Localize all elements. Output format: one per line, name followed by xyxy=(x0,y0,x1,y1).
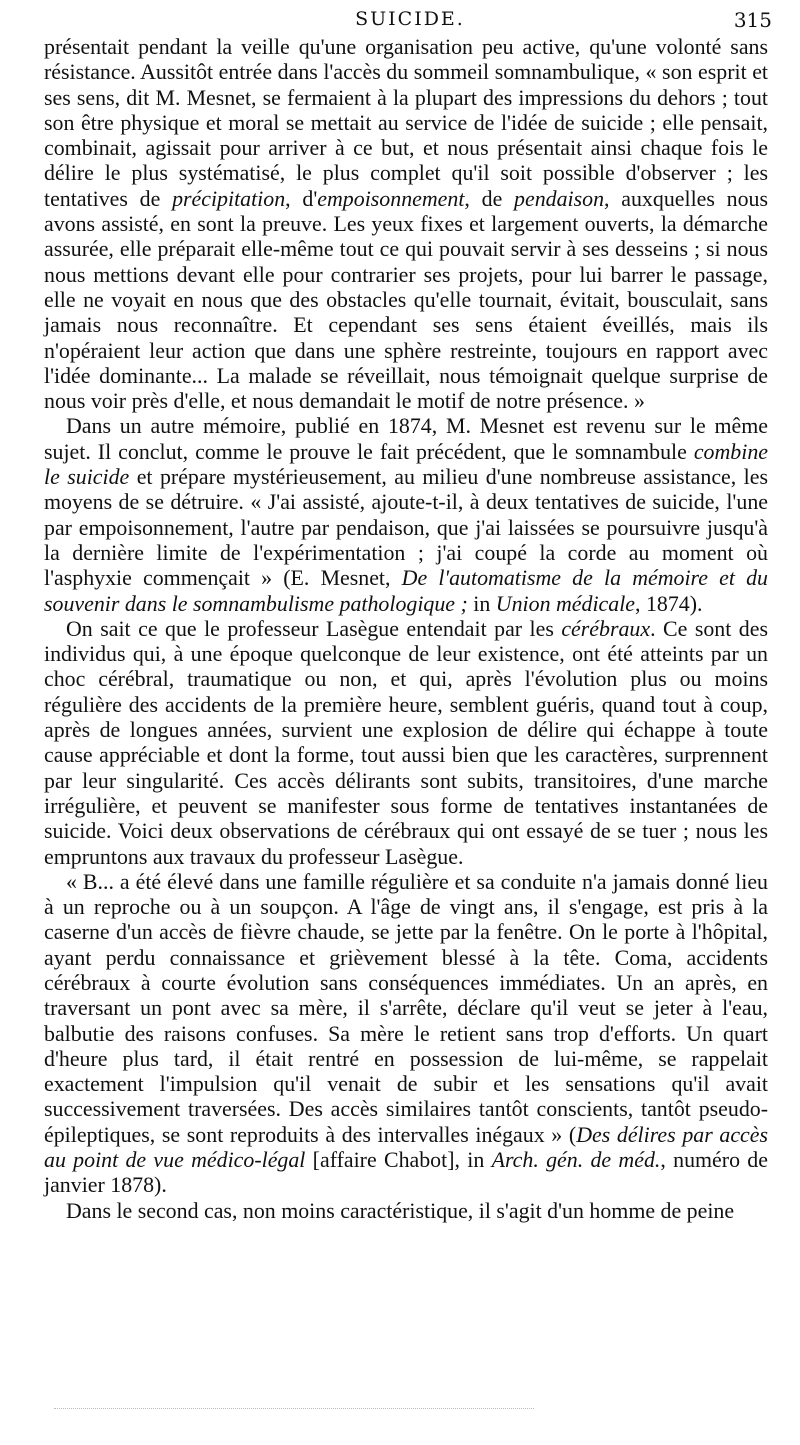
text-run: , 1874). xyxy=(635,590,703,616)
page-bottom-rule xyxy=(54,1408,534,1409)
text-run: , de xyxy=(464,185,515,211)
paragraph xyxy=(44,616,768,869)
text-run: Dans le second cas, non moins caractéristique, il s'agit d'un homme de peine xyxy=(66,1197,735,1223)
italic-text-run: Arch. gén. de méd. xyxy=(491,1147,661,1173)
italic-text-run: empoisonnement xyxy=(317,185,465,211)
italic-text-run: pendaison xyxy=(514,185,605,211)
italic-text-run: Des délires par accès au point de vue médico-légal xyxy=(44,1121,768,1173)
running-title: SUICIDE. xyxy=(355,8,465,30)
text-run: et prépare mystérieusement, au milieu d'une nombreuse assistance, les moyens de se détruire. « J'ai assisté, ajoute-t-il, à deux tentatives de suicide, l'une par empoisonnement, l'autre par pendaison, que j'ai laissées se poursuivre jusqu'à la dernière limite de l'expérimentation ; j'ai coupé la corde au moment où l'asphyxie commençait » (E. Mesnet, xyxy=(44,464,769,591)
italic-text-run: Union médicale xyxy=(495,590,635,616)
text-run: « B... a été élevé dans une famille régulière et sa conduite n'a jamais donné lieu à un reproche ou à un soupçon. A l'âge de vingt ans, il s'engage, est pris à la caserne d'un accès de fièvre chaude, se jette par la fenêtre. On le porte à l'hôpital, ayant perdu connaissance et grièvement blessé à la tête. Coma, accidents cérébraux à courte évolution sans conséquences immédiates. Un an après, en traversant un pont avec sa mère, il s'arrête, déclare qu'il veut se jeter à l'eau, balbutie des raisons confuses. Sa mère le retient sans trop d'efforts. Un quart d'heure plus tard, il était rentré en possession de lui-même, se rappelait exactement l'impulsion qu'il venait de subir et les sensations qu'il avait successivement traversées. Des accès similaires tantôt conscients, tantôt pseudo-épileptiques, se sont reproduits à des intervalles inégaux » ( xyxy=(44,868,768,1147)
text-run: . Ce sont des individus qui, à une époque quelconque de leur existence, ont été atteints par un choc cérébral, traumatique ou non, et qui, après l'évolution plus ou moins régulière des accidents de la première heure, semblent guéris, quand tout à coup, après de longues années, survient une explosion de délire qui échappe à toute cause appréciable et dont la forme, tout aussi bien que les caractères, surprennent par leur singularité. Ces accès délirants sont subits, transitoires, d'une marche irrégulière, et peuvent se manifester sous forme de tentatives instantanées de suicide. Voici deux observations de cérébraux qui ont essayé de se tuer ; nous les empruntons aux travaux du professeur Lasègue. xyxy=(44,615,768,869)
text-run: , auxquelles nous avons assisté, en sont la preuve. Les yeux fixes et largement ouverts, la démarche assurée, elle préparait elle-même tout ce qui pouvait servir à ses desseins ; si nous nous mettions devant elle pour contrarier ses projets, pour lui barrer le passage, elle ne voyait en nous que des obstacles qu'elle tournait, évitait, bousculait, sans jamais nous reconnaître. Et cependant ses sens étaient éveillés, mais ils n'opéraient leur action que dans une sphère restreinte, toujours en rapport avec l'idée dominante... La malade se réveillait, nous témoignait quelque surprise de nous voir près d'elle, et nous demandait le motif de notre présence. » xyxy=(44,185,768,414)
text-run: [affaire Chabot], in xyxy=(305,1147,492,1173)
page-number: 315 xyxy=(733,8,772,32)
text-run: in xyxy=(467,590,496,616)
italic-text-run: De l'automatisme de la mémoire et du souvenir dans le somnambulisme pathologique ; xyxy=(44,565,768,616)
text-run: , d' xyxy=(285,185,318,211)
body-text xyxy=(44,34,768,1223)
paragraph xyxy=(44,1198,768,1223)
italic-text-run: précipitation xyxy=(172,185,286,211)
text-run: On sait ce que le professeur Lasègue entendait par les xyxy=(66,615,562,641)
paragraph xyxy=(44,413,768,615)
paragraph xyxy=(44,34,768,413)
text-run: Dans un autre mémoire, publié en 1874, M. Mesnet est revenu sur le même sujet. Il conclut, comme le prouve le fait précédent, que le somnambule xyxy=(44,413,768,464)
italic-text-run: cérébraux xyxy=(561,615,651,641)
italic-text-run: combine le suicide xyxy=(44,438,768,490)
paragraph xyxy=(44,869,768,1198)
text-run: , numéro de janvier 1878). xyxy=(44,1147,768,1198)
text-run: présentait pendant la veille qu'une organisation peu active, qu'une volonté sans résistance. Aussitôt entrée dans l'accès du sommeil somnambulique, « son esprit et ses sens, dit M. Mesnet, se fermaient à la plupart des impressions du dehors ; tout son être physique et moral se mettait au service de l'idée de suicide ; elle pensait, combinait, agissait pour arriver à ce but, et nous présentait ainsi chaque fois le délire le plus systématisé, le plus complet qu'il soit possible d'observer ; les tentatives de xyxy=(44,34,768,211)
